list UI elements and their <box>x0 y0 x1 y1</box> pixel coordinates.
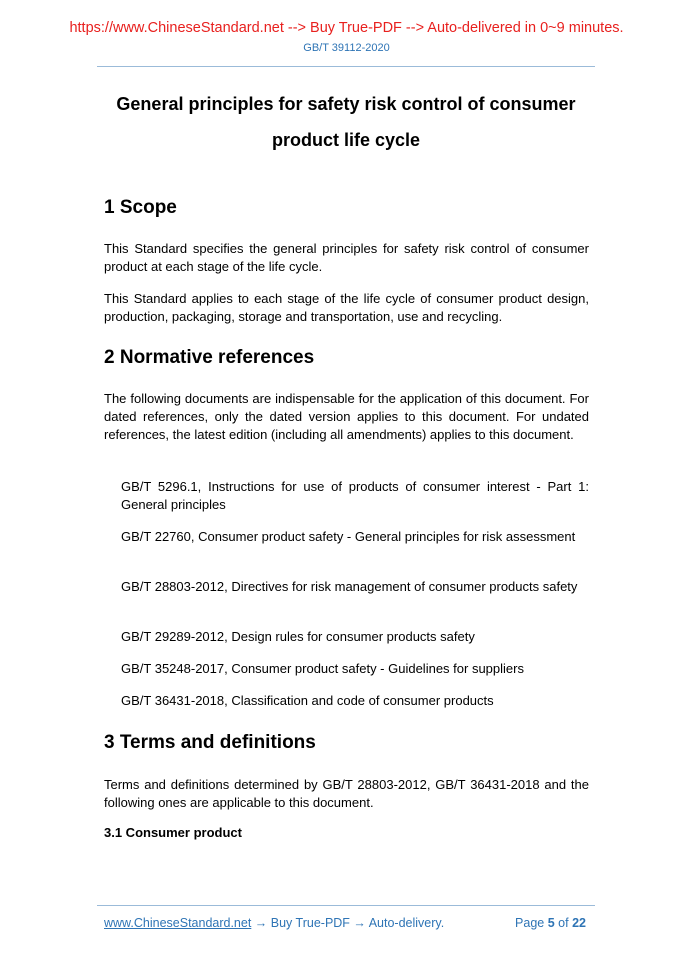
header-divider <box>97 66 595 67</box>
reference-item: GB/T 29289-2012, Design rules for consumer products safety <box>121 629 475 644</box>
section-heading-normative-references: 2 Normative references <box>104 347 315 368</box>
footer-purchase-text: → Buy True-PDF → Auto-delivery. <box>251 916 445 930</box>
scope-paragraph-1: This Standard specifies the general principles for safety risk control of consumer product at each stage of the life cycle. <box>104 241 589 274</box>
top-banner-link[interactable]: https://www.ChineseStandard.net --> Buy True-PDF --> Auto-delivered in 0~9 minutes. <box>69 20 624 36</box>
section-heading-scope: 1 Scope <box>104 197 177 218</box>
reference-item: GB/T 5296.1, Instructions for use of products of consumer interest - Part 1: General principles <box>121 479 589 512</box>
reference-item: GB/T 28803-2012, Directives for risk management of consumer products safety <box>121 579 578 594</box>
page-indicator <box>515 916 586 930</box>
page-current: 5 <box>547 916 555 930</box>
footer-site-link[interactable]: www.ChineseStandard.net <box>104 916 252 930</box>
page-label: Page <box>515 916 545 930</box>
reference-item: GB/T 22760, Consumer product safety - General principles for risk assessment <box>121 529 576 544</box>
standard-number: GB/T 39112-2020 <box>303 42 390 54</box>
subsection-heading-consumer-product: 3.1 Consumer product <box>104 825 242 840</box>
document-title: General principles for safety risk control of consumer product life cycle <box>116 94 576 150</box>
reference-item: GB/T 36431-2018, Classification and code of consumer products <box>121 693 494 708</box>
normative-intro-paragraph: The following documents are indispensable for the application of this document. For dated references, only the dated version applies to this document. For undated references, the latest edition (including all amendments) applies to this document. <box>104 391 589 442</box>
page-footer <box>104 916 586 930</box>
terms-intro-paragraph: Terms and definitions determined by GB/T 28803-2012, GB/T 36431-2018 and the following ones are applicable to this document. <box>104 777 589 810</box>
section-heading-terms-definitions: 3 Terms and definitions <box>104 732 316 753</box>
page-of-label: of <box>558 916 569 930</box>
scope-paragraph-2: This Standard applies to each stage of the life cycle of consumer product design, production, packaging, storage and transportation, use and recycling. <box>104 291 589 324</box>
page-total: 22 <box>572 916 586 930</box>
reference-item: GB/T 35248-2017, Consumer product safety - Guidelines for suppliers <box>121 661 524 676</box>
footer-divider <box>97 905 595 906</box>
